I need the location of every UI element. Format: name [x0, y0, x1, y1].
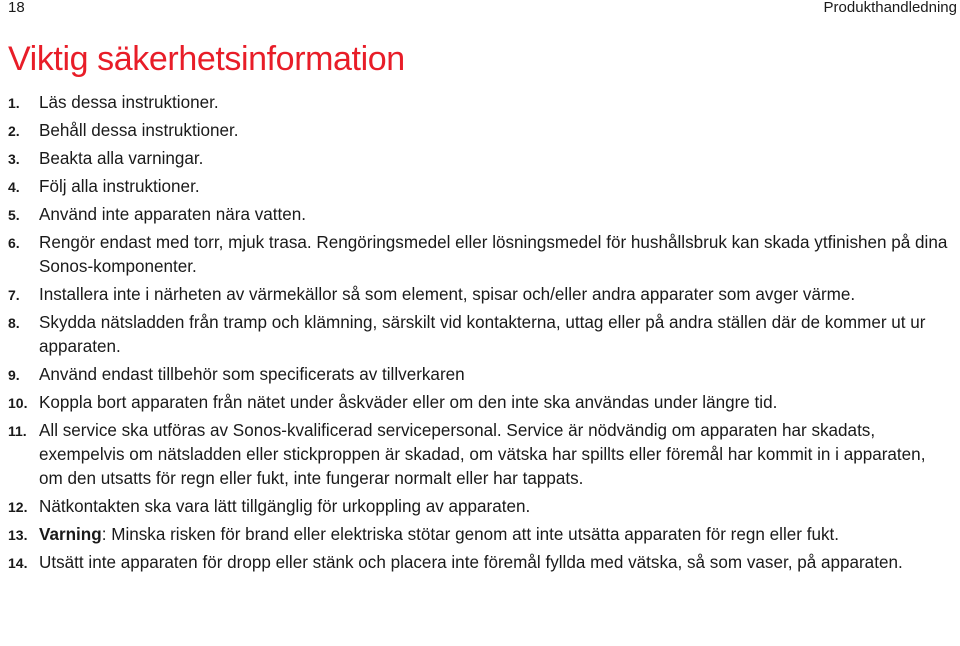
item-number: 3. — [8, 151, 20, 167]
item-text: Följ alla instruktioner. — [39, 177, 200, 196]
item-number: 13. — [8, 527, 28, 543]
list-item — [8, 523, 953, 547]
item-text: Skydda nätsladden från tramp och klämning, särskilt vid kontakterna, uttag eller på andra ställen där de kommer ut ur apparaten. — [39, 313, 926, 356]
running-header: Produkthandledning — [823, 0, 957, 16]
item-text: Nätkontakten ska vara lätt tillgänglig för urkoppling av apparaten. — [39, 497, 531, 516]
list-item — [8, 311, 953, 359]
item-text: Läs dessa instruktioner. — [39, 93, 219, 112]
item-text: Beakta alla varningar. — [39, 149, 204, 168]
item-number: 5. — [8, 207, 20, 223]
list-item — [8, 495, 953, 519]
list-item — [8, 363, 953, 387]
item-number: 2. — [8, 123, 20, 139]
item-number: 7. — [8, 287, 20, 303]
list-item — [8, 283, 953, 307]
item-text: Behåll dessa instruktioner. — [39, 121, 239, 140]
item-number: 12. — [8, 499, 28, 515]
safety-instructions-list — [8, 91, 953, 579]
item-number: 6. — [8, 235, 20, 251]
warning-text: : Minska risken för brand eller elektriska stötar genom att inte utsätta apparaten för regn eller fukt. — [101, 525, 839, 544]
list-item — [8, 119, 953, 143]
list-item — [8, 175, 953, 199]
item-number: 8. — [8, 315, 20, 331]
page-number: 18 — [8, 0, 25, 16]
list-item — [8, 231, 953, 279]
item-text: Rengör endast med torr, mjuk trasa. Rengöringsmedel eller lösningsmedel för hushållsbruk kan skada ytfinishen på dina Sonos-komponenter. — [39, 233, 948, 276]
item-number: 10. — [8, 395, 28, 411]
item-number: 11. — [8, 423, 27, 439]
item-number: 1. — [8, 95, 20, 111]
list-item — [8, 419, 953, 491]
item-text: Installera inte i närheten av värmekällor så som element, spisar och/eller andra apparater som avger värme. — [39, 285, 856, 304]
item-number: 4. — [8, 179, 20, 195]
item-text — [39, 523, 953, 547]
item-text: Använd endast tillbehör som specificerats av tillverkaren — [39, 365, 465, 384]
item-text: Koppla bort apparaten från nätet under åskväder eller om den inte ska användas under längre tid. — [39, 393, 778, 412]
item-text: All service ska utföras av Sonos-kvalificerad servicepersonal. Service är nödvändig om apparaten har skadats, exempelvis om nätsladden eller stickproppen är skadad, om vätska har spillts eller föremål har kommit in i apparaten, om den utsatts för regn eller fukt, inte fungerar normalt eller har tappats. — [39, 421, 926, 488]
list-item — [8, 147, 953, 171]
item-text: Använd inte apparaten nära vatten. — [39, 205, 307, 224]
warning-label: Varning — [39, 525, 102, 544]
list-item — [8, 203, 953, 227]
list-item — [8, 551, 953, 575]
page-title: Viktig säkerhetsinformation — [8, 40, 405, 78]
item-number: 9. — [8, 367, 20, 383]
list-item — [8, 391, 953, 415]
item-text: Utsätt inte apparaten för dropp eller stänk och placera inte föremål fyllda med vätska, så som vaser, på apparaten. — [39, 553, 903, 572]
item-number: 14. — [8, 555, 28, 571]
list-item — [8, 91, 953, 115]
